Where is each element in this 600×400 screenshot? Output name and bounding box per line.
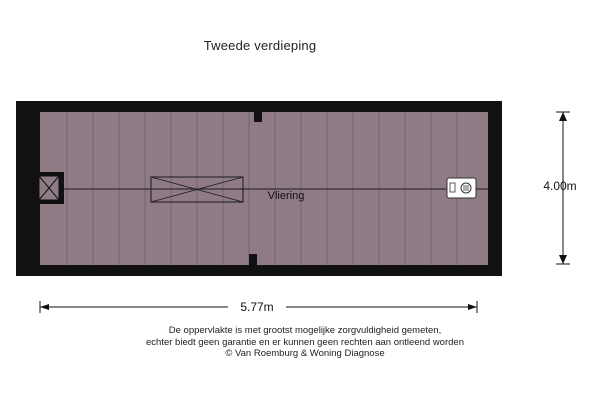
dimension-height-label: 4.00m bbox=[543, 179, 577, 193]
dimension-width-label: 5.77m bbox=[240, 300, 274, 314]
floor-title: Tweede verdieping bbox=[203, 38, 317, 53]
boiler-icon bbox=[447, 178, 476, 198]
room-label: Vliering bbox=[267, 190, 305, 202]
disclaimer-line-1: De oppervlakte is met grootst mogelijke zorgvuldigheid gemeten, bbox=[168, 325, 442, 336]
wall-stub-bottom bbox=[249, 254, 257, 265]
disclaimer bbox=[0, 325, 600, 360]
wall-stub-top bbox=[254, 112, 262, 122]
disclaimer-line-2: echter biedt geen garantie en er kunnen geen rechten aan ontleend worden bbox=[146, 336, 464, 348]
disclaimer-line-3: © Van Roemburg & Woning Diagnose bbox=[225, 348, 385, 359]
